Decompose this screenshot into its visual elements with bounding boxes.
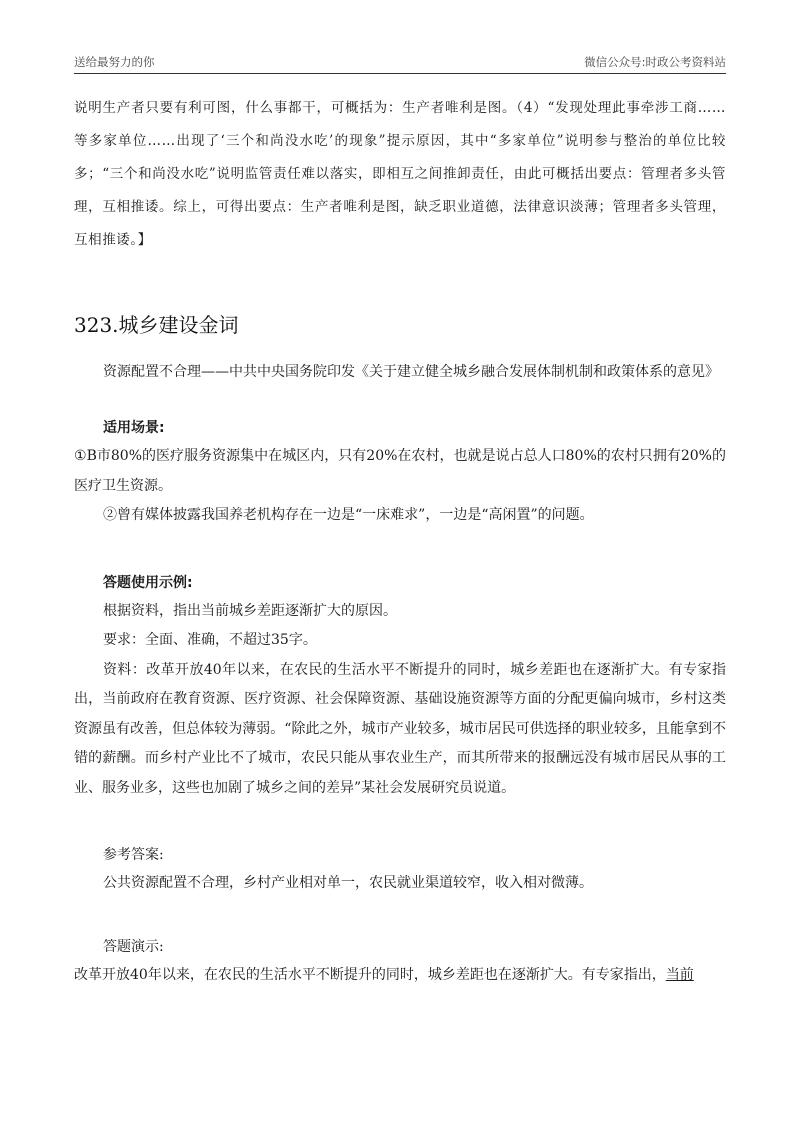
answer-label: 参考答案: [103,847,164,863]
demo-label: 答题演示: [103,938,164,955]
demo-text: 改革开放40年以来，在农民的生活水平不断提升的同时，城乡差距也在逐渐扩大。有专家指出， [74,966,666,983]
continuation-paragraph: 说明生产者只要有利可图，什么事都干，可概括为：生产者唯利是图。（4）“发现处理此事牵涉工商……等多家单位……出现了‘三个和尚没水吃’的现象”提示原因，其中“多家单位”说明参与整治的单位比较多；“三个和尚没水吃”说明监管责任难以落实，即相互之间推卸责任，由此可概括出要点：管理者多头管理，互相推诿。综上，可得出要点：生产者唯利是图，缺乏职业道德，法律意识淡薄；管理者多头管理，互相推诿。】 [74,100,726,248]
example-question: 根据资料，指出当前城乡差距逐渐扩大的原因。 [103,602,397,619]
demo-paragraph [74,961,726,991]
scenario-item-text: ①B市80%的医疗服务资源集中在城区内，只有20%在农村，也就是说占总人口80%的农村只拥有20%的医疗卫生资源。 [74,448,726,494]
header-slogan: 送给最努力的你 [74,55,155,69]
example-label: 答题使用示例: [103,574,193,591]
example-requirement: 要求：全面、准确，不超过35字。 [103,632,317,648]
answer-text: 公共资源配置不合理，乡村产业相对单一，农民就业渠道较窄，收入相对微薄。 [103,875,593,891]
scenario-label: 适用场景: [103,420,165,436]
page-content [74,92,726,990]
page-header [74,51,726,74]
scenario-item-2: ②曾有媒体披露我国养老机构存在一边是“一床难求”，一边是“高闲置”的问题。 [103,507,594,523]
example-material: 资料：改革开放40年以来，在农民的生活水平不断提升的同时，城乡差距也在逐渐扩大。有专家指出，当前政府在教育资源、医疗资源、社会保障资源、基础设施资源等方面的分配更偏向城市，乡村这类资源虽有改善，但总体较为薄弱。“除此之外，城市产业较多，城市居民可供选择的职业较多，且能拿到不错的薪酬。而乡村产业比不了城市，农民只能从事农业生产，而其所带来的报酬远没有城市居民从事的工业、服务业多，这些也加剧了城乡之间的差异”某社会发展研究员说道。 [74,661,726,796]
section-title: 323.城乡建设金词 [74,313,239,337]
header-wechat-account: 微信公众号:时政公考资料站 [584,55,726,69]
demo-underlined-text: 当前 [665,966,694,983]
section-subtitle: 资源配置不合理——中共中央国务院印发《关于建立健全城乡融合发展体制机制和政策体系的意见》 [103,364,719,380]
scenario-item-1 [74,442,726,501]
